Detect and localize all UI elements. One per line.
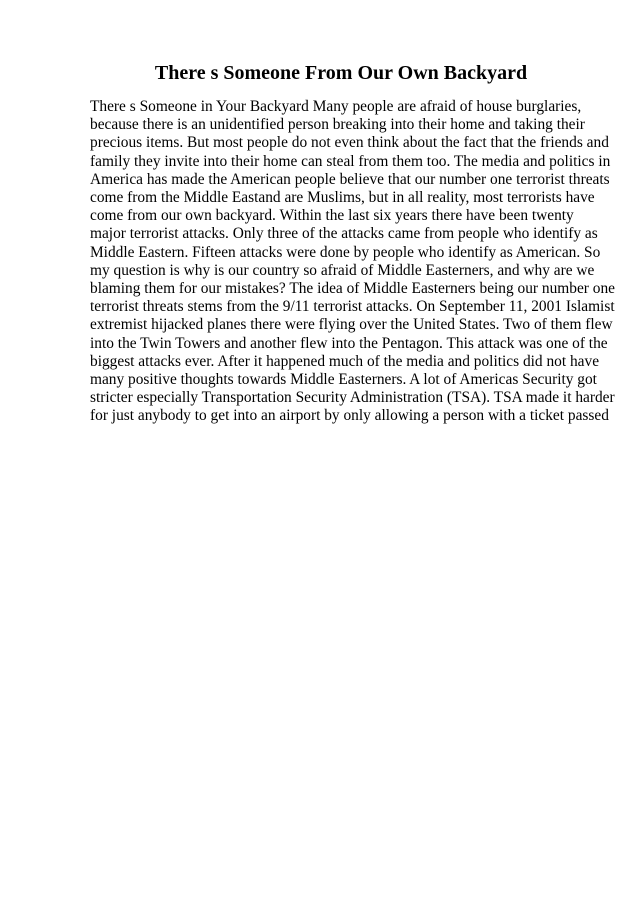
body-line: America has made the American people believe that our number one terrorist threats bbox=[90, 170, 610, 188]
body-line: for just anybody to get into an airport by only allowing a person with a ticket passed bbox=[90, 407, 609, 425]
body-line: blaming them for our mistakes? The idea of Middle Easterners being our number one bbox=[90, 280, 615, 298]
document-title: There s Someone From Our Own Backyard bbox=[154, 62, 528, 84]
body-line: come from the Middle Eastand are Muslims, but in all reality, most terrorists have bbox=[90, 189, 595, 207]
body-line: my question is why is our country so afraid of Middle Easterners, and why are we bbox=[90, 261, 595, 279]
body-line: many positive thoughts towards Middle Easterners. A lot of Americas Security got bbox=[90, 371, 597, 389]
body-line: family they invite into their home can steal from them too. The media and politics in bbox=[90, 152, 611, 170]
body-line: into the Twin Towers and another flew into the Pentagon. This attack was one of the bbox=[90, 334, 608, 352]
body-line: precious items. But most people do not even think about the fact that the friends and bbox=[90, 134, 609, 152]
body-line: come from our own backyard. Within the last six years there have been twenty bbox=[90, 207, 574, 225]
body-line: extremist hijacked planes there were flying over the United States. Two of them flew bbox=[90, 316, 613, 334]
body-line: because there is an unidentified person breaking into their home and taking their bbox=[90, 116, 585, 134]
body-line: stricter especially Transportation Security Administration (TSA). TSA made it harder bbox=[90, 389, 615, 407]
body-line: There s Someone in Your Backyard Many people are afraid of house burglaries, bbox=[90, 98, 582, 115]
body-line: terrorist threats stems from the 9/11 terrorist attacks. On September 11, 2001 Islamist bbox=[90, 298, 615, 316]
document-body bbox=[90, 98, 615, 426]
body-line: major terrorist attacks. Only three of the attacks came from people who identify as bbox=[90, 225, 598, 243]
body-line: biggest attacks ever. After it happened much of the media and politics did not have bbox=[90, 352, 600, 370]
body-line: Middle Eastern. Fifteen attacks were done by people who identify as American. So bbox=[90, 243, 601, 261]
